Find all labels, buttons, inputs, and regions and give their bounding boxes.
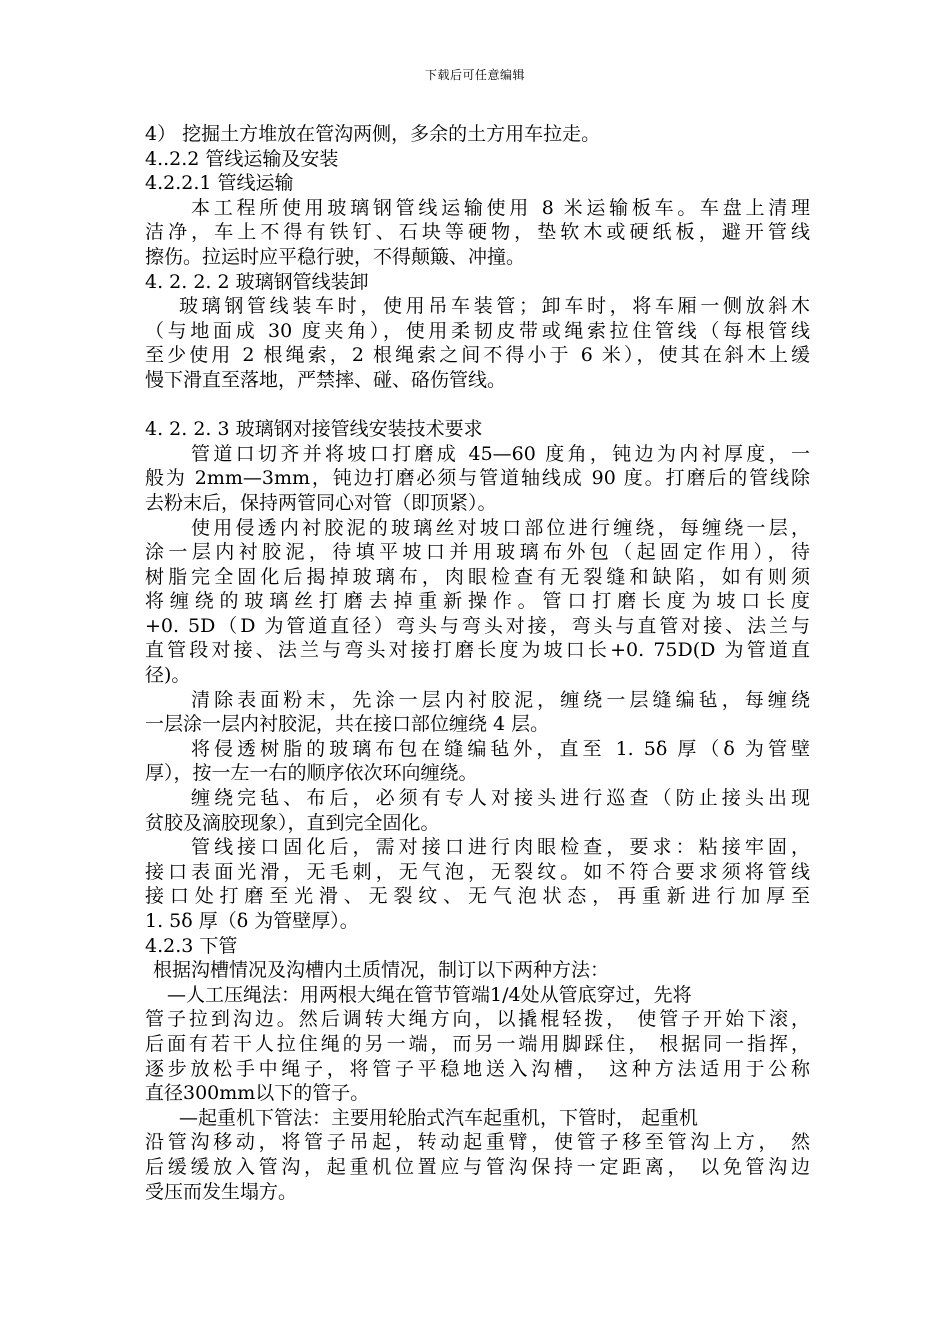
section-heading: 4. 2. 2. 2 玻璃钢管线装卸 [145,270,369,293]
section-heading: 4.2.3 下管 [145,934,238,957]
text-line: 洁净，车上不得有铁钉、石块等硬物，垫软木或硬纸板，避开管线 [145,221,810,244]
text-line: 厚），按一左一右的顺序依次环向缠绕。 [145,762,478,785]
text-line: +0. 5D（D 为管道直径）弯头与弯头对接，弯头与直管对接、法兰与 [145,614,810,637]
text-line: 般为 2mm—3mm，钝边打磨必须与管道轴线成 90 度。打磨后的管线除 [145,467,810,490]
text-line: 一层涂一层内衬胶泥，共在接口部位缠绕 4 层。 [145,713,550,736]
text-line: —起重机下管法：主要用轮胎式汽车起重机，下管时， 起重机 [179,1106,699,1129]
text-line: 将侵透树脂的玻璃布包在缝编毡外，直至 1. 5δ 厚（δ 为管壁 [191,737,810,760]
text-line: 1. 5δ 厚（δ 为管壁厚）。 [145,910,359,932]
text-line [145,393,810,418]
page-header: 下载后可任意编辑 [424,68,525,82]
text-line: 直径300mm以下的管子。 [145,1082,370,1105]
text-line: （与地面成 30 度夹角），使用柔韧皮带或绳索拉住管线（每根管线 [145,319,810,342]
text-line: 沿管沟移动，将管子吊起，转动起重臂，使管子移至管沟上方， 然 [145,1131,810,1154]
text-line: 接口处打磨至光滑、无裂纹、无气泡状态，再重新进行加厚至 [145,885,810,908]
text-line: 受压而发生塌方。 [145,1180,298,1203]
text-line: 使用侵透内衬胶泥的玻璃丝对坡口部位进行缠绕，每缠绕一层， [191,516,810,539]
section-heading: 4.2.2.1 管线运输 [145,172,294,195]
text-line: 径)。 [145,664,191,687]
text-line: 玻璃钢管线装车时，使用吊车装管；卸车时，将车厢一侧放斜木 [179,295,810,318]
text-line: 将缠绕的玻璃丝打磨去掉重新操作。管口打磨长度为坡口长度 [145,590,810,613]
text-line: 管线接口固化后，需对接口进行肉眼检查，要求：粘接牢固， [191,836,810,859]
document-body [145,122,810,1204]
text-line: 4） 挖掘土方堆放在管沟两侧，多余的土方用车拉走。 [145,123,601,145]
text-line: 接口表面光滑，无毛刺，无气泡，无裂纹。如不符合要求须将管线 [145,860,810,883]
text-line: 本工程所使用玻璃钢管线运输使用 8 米运输板车。车盘上清理 [191,196,810,219]
text-line: 慢下滑直至落地，严禁摔、碰、硌伤管线。 [145,368,507,391]
text-line: 树脂完全固化后揭掉玻璃布，肉眼检查有无裂缝和缺陷，如有则须 [145,565,810,588]
text-line: 去粉末后，保持两管同心对管（即顶紧）。 [145,491,497,514]
text-line: 擦伤。拉运时应平稳行驶，不得颠簸、冲撞。 [145,245,526,268]
text-line: 贫胶及滴胶现象），直到完全固化。 [145,811,440,834]
text-line: 缠绕完毡、布后，必须有专人对接头进行巡查（防止接头出现 [191,787,810,810]
text-line: 管子拉到沟边。然后调转大绳方向，以撬棍轻拨， 使管子开始下滚， [145,1008,810,1031]
text-line: 后面有若干人拉住绳的另一端，而另一端用脚踩住， 根据同一指挥， [145,1032,810,1055]
section-heading: 4. 2. 2. 3 玻璃钢对接管线安装技术要求 [145,418,483,441]
text-line: 涂一层内衬胶泥，待填平坡口并用玻璃布外包（起固定作用），待 [145,541,810,564]
text-line: 直管段对接、法兰与弯头对接打磨长度为坡口长+0. 75D(D 为管道直 [145,639,810,662]
text-line: 至少使用 2 根绳索，2 根绳索之间不得小于 6 米），使其在斜木上缓 [145,344,810,367]
text-line: —人工压绳法：用两根大绳在管节管端1/4处从管底穿过，先将 [167,983,692,1006]
text-line: 管道口切齐并将坡口打磨成 45—60 度角，钝边为内衬厚度，一 [191,442,810,465]
text-line: 根据沟槽情况及沟槽内土质情况，制订以下两种方法： [153,959,610,982]
text-line: 后缓缓放入管沟，起重机位置应与管沟保持一定距离， 以免管沟边 [145,1155,810,1178]
text-line: 逐步放松手中绳子，将管子平稳地送入沟槽， 这种方法适用于公称 [145,1057,810,1080]
text-line: 清除表面粉末，先涂一层内衬胶泥，缠绕一层缝编毡，每缠绕 [191,688,810,711]
section-heading: 4..2.2 管线运输及安装 [145,147,339,170]
